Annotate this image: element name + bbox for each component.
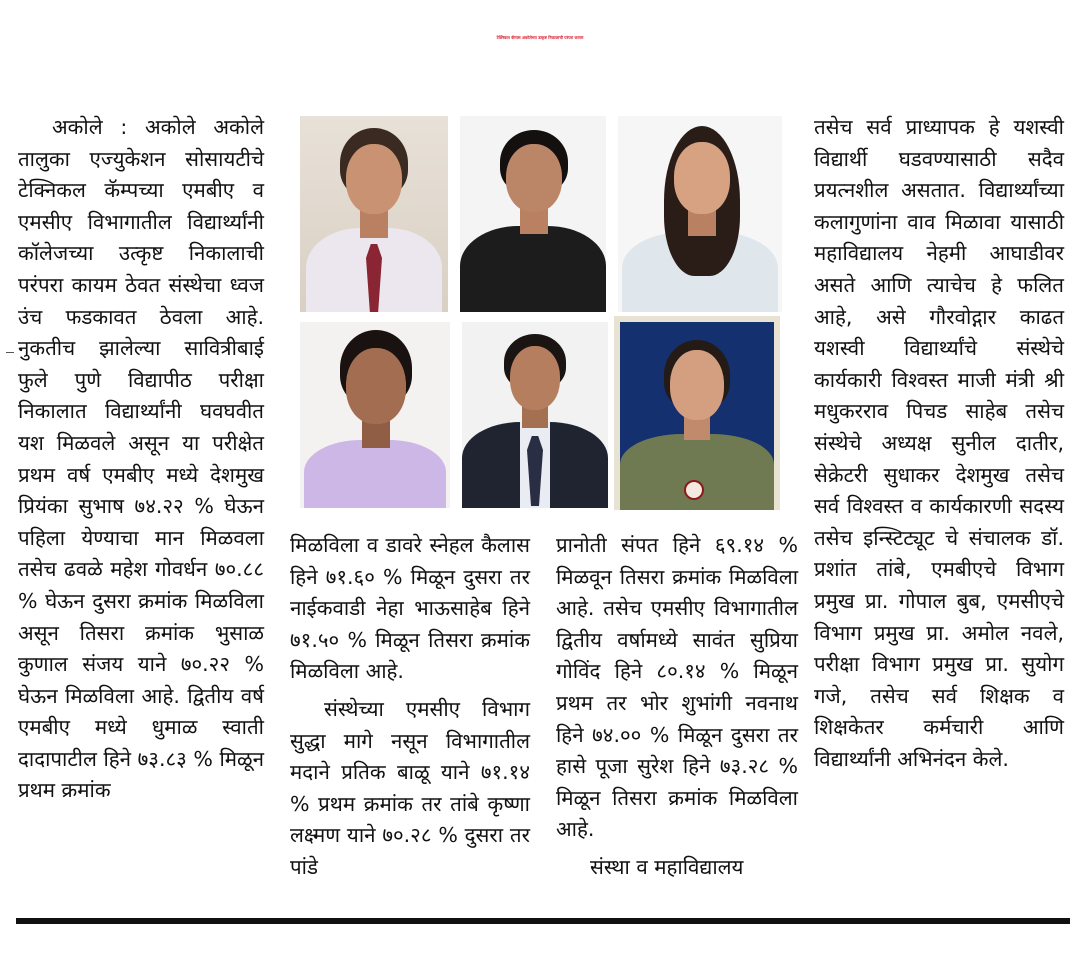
- student-photo-3: [618, 116, 782, 312]
- bottom-rule: [16, 918, 1070, 924]
- column-1-text: अकोले : अकोले अकोले तालुका एज्युकेशन सोसायटीचे टेक्निकल कॅम्पच्या एमबीए व एमसीए विभागातील विद्यार्थ्यांनी कॉलेजच्या उत्कृष्ट निकालाची परंपरा कायम ठेवत संस्थेचा ध्वज उंच फडकावत ठेवला आहे. नुकतीच झालेल्या सावित्रीबाई फुले पुणे विद्यापीठ परीक्षा निकालात विद्यार्थ्यांनी घवघवीत यश मिळवले असून या परीक्षेत प्रथम वर्ष एमबीए मध्ये देशमुख प्रियंका सुभाष ७४.२२ % घेऊन पहिला येण्याचा मान मिळवला तसेच ढवळे महेश गोवर्धन ७०.८८ % घेऊन दुसरा क्रमांक मिळविला असून तिसरा क्रमांक भुसाळ कुणाल संजय याने ७०.२२ % घेऊन मिळविला आहे. द्वितीय वर्ष एमबीए मध्ये धुमाळ स्वाती दादापाटील हिने ७३.८३ % मिळून प्रथम क्रमांक: [18, 115, 264, 803]
- column-2-paragraph-1: मिळविला व डावरे स्नेहल कैलास हिने ७१.६० % मिळून दुसरा तर नाईकवाडी नेहा भाऊसाहेब हिने ७१.५० % मिळून तिसरा क्रमांक मिळविला आहे.: [290, 533, 530, 684]
- student-photo-2: [460, 116, 606, 312]
- student-photo-4: [300, 322, 450, 508]
- article-column-4: [814, 112, 1064, 775]
- headline: टेक्निकल कॅम्पस अकोलेच्या उत्कृष्ट निकालाची परंपरा कायम: [496, 35, 584, 40]
- student-photo-1: [300, 116, 448, 312]
- margin-tick: [6, 352, 14, 353]
- student-photo-5: [462, 322, 608, 508]
- column-3-paragraph-2: संस्था व महाविद्यालय: [590, 854, 744, 879]
- article-column-2: [290, 530, 530, 884]
- article-column-3: [556, 530, 798, 884]
- article-column-1: [18, 112, 264, 807]
- student-photo-6: [614, 316, 780, 510]
- column-3-paragraph-1: प्रानोती संपत हिने ६९.१४ % मिळवून तिसरा क्रमांक मिळविला आहे. तसेच एमसीए विभागातील द्वितीय वर्षामध्ये सावंत सुप्रिया गोविंद हिने ८०.१४ % मिळून प्रथम तर भोर शुभांगी नवनाथ हिने ७४.०० % मिळून दुसरा तर हासे पूजा सुरेश हिने ७३.२८ % मिळून तिसरा क्रमांक मिळविला आहे.: [556, 533, 798, 842]
- column-2-paragraph-2: संस्थेच्या एमसीए विभाग सुद्धा मागे नसून विभागातील मदाने प्रतिक बाळू याने ७१.१४ % प्रथम क्रमांक तर तांबे कृष्णा लक्ष्मण याने ७०.२८ % दुसरा तर पांडे: [290, 696, 530, 879]
- column-4-text: तसेच सर्व प्राध्यापक हे यशस्वी विद्यार्थी घडवण्यासाठी सदैव प्रयत्नशील असतात. विद्यार्थ्यांच्या कलागुणांना वाव मिळावा यासाठी महाविद्यालय नेहमी आघाडीवर असते आणि त्याचेच हे फलित आहे, असे गौरवोद्गार काढत यशस्वी विद्यार्थ्यांचे संस्थेचे कार्यकारी विश्वस्त माजी मंत्री श्री मधुकरराव पिचड साहेब तसेच संस्थेचे अध्यक्ष सुनील दातीर, सेक्रेटरी सुधाकर देशमुख तसेच सर्व विश्वस्त व कार्यकारणी सदस्य तसेच इन्स्टिट्यूट चे संचालक डॉ. प्रशांत तांबे, एमबीएचे विभाग प्रमुख प्रा. गोपाल बुब, एमसीएचे विभाग प्रमुख प्रा. अमोल नवले, परीक्षा विभाग प्रमुख प्रा. सुयोग गजे, तसेच सर्व शिक्षक व शिक्षकेतर कर्मचारी आणि विद्यार्थ्यांनी अभिनंदन केले.: [814, 115, 1064, 771]
